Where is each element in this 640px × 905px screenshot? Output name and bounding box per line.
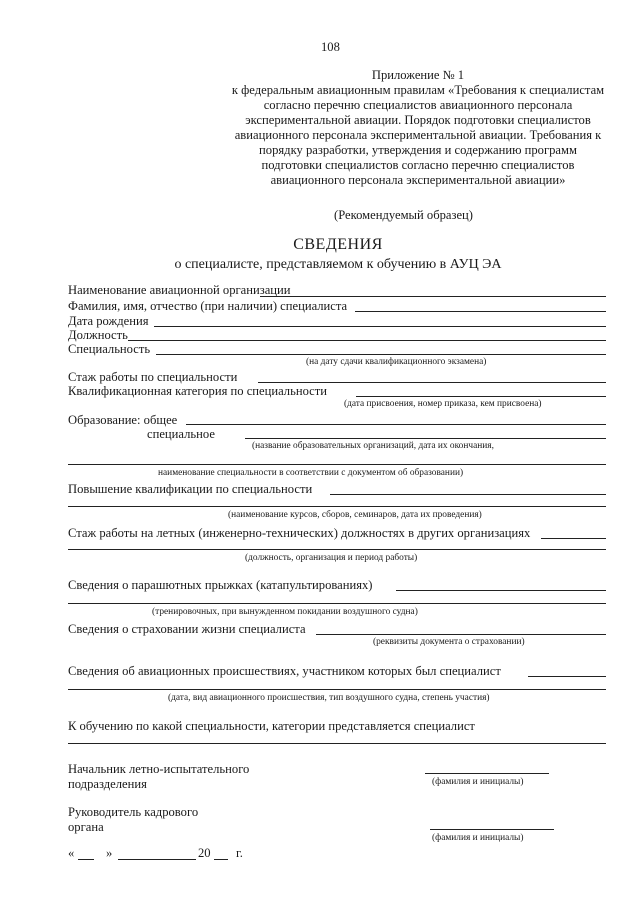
field-line-org-name[interactable] xyxy=(260,296,606,297)
field-hint-insurance: (реквизиты документа о страховании) xyxy=(373,637,525,647)
field-hint-education-2: наименование специальности в соответствии с документом об образовании) xyxy=(158,468,464,478)
field-line-birth-date[interactable] xyxy=(154,326,606,327)
field-line-education-extra[interactable] xyxy=(68,464,606,465)
field-label-incidents: Сведения об авиационных происшествиях, участником которых был специалист xyxy=(68,664,501,678)
signature-hr-line[interactable] xyxy=(430,829,554,830)
field-hint-advanced-training: (наименование курсов, сборов, семинаров, дата их проведения) xyxy=(228,510,482,520)
signature-hr-title-1: Руководитель кадрового xyxy=(68,805,199,819)
field-label-qualification: Квалификационная категория по специальности xyxy=(68,384,328,398)
field-line-training-for[interactable] xyxy=(68,743,606,744)
field-label-advanced-training: Повышение квалификации по специальности xyxy=(68,482,313,496)
field-line-incidents-2[interactable] xyxy=(68,689,606,690)
annex-line: экспериментальной авиации. Порядок подготовки специалистов xyxy=(245,113,591,127)
field-label-specialty: Специальность xyxy=(68,342,151,356)
field-label-education-general: Образование: общее xyxy=(68,413,178,427)
field-line-flight-experience[interactable] xyxy=(541,538,606,539)
date-month-line[interactable] xyxy=(118,859,196,860)
page-number: 108 xyxy=(321,40,340,54)
date-year-prefix: 20 xyxy=(198,846,211,860)
field-line-parachute-2[interactable] xyxy=(68,603,606,604)
annex-line: авиационного персонала экспериментальной авиации» xyxy=(270,173,566,187)
field-line-advanced-training-2[interactable] xyxy=(68,506,606,507)
annex-line: подготовки специалистов согласно перечню специалистов xyxy=(261,158,575,172)
signature-chief-line[interactable] xyxy=(425,773,549,774)
date-open-quote: « xyxy=(68,846,75,860)
annex-line: авиационного персонала экспериментальной авиации. Требования к xyxy=(234,128,602,142)
field-hint-education: (название образовательных организаций, дата их окончания, xyxy=(252,441,494,451)
field-label-org-name: Наименование авиационной организации xyxy=(68,283,291,297)
field-label-birth-date: Дата рождения xyxy=(68,314,149,328)
field-line-specialty[interactable] xyxy=(156,354,606,355)
field-label-experience: Стаж работы по специальности xyxy=(68,370,238,384)
field-hint-incidents: (дата, вид авиационного происшествия, тип воздушного судна, степень участия) xyxy=(168,693,490,703)
field-label-flight-experience: Стаж работы на летных (инженерно-технических) должностях в других организациях xyxy=(68,526,531,540)
field-line-experience[interactable] xyxy=(258,382,606,383)
signature-hr-hint: (фамилия и инициалы) xyxy=(432,833,524,843)
field-label-position: Должность xyxy=(68,328,128,342)
field-line-education-general[interactable] xyxy=(186,424,606,425)
date-year-suffix: г. xyxy=(236,846,243,860)
annex-line: к федеральным авиационным правилам «Требования к специалистам xyxy=(231,83,605,97)
field-line-insurance[interactable] xyxy=(316,634,606,635)
field-line-education-special[interactable] xyxy=(245,438,606,439)
field-hint-parachute: (тренировочных, при вынужденном покидании воздушного судна) xyxy=(152,607,418,617)
field-label-education-special: специальное xyxy=(147,427,215,441)
field-hint-qualification: (дата присвоения, номер приказа, кем присвоена) xyxy=(344,399,542,409)
form-subtitle: о специалисте, представляемом к обучению в АУЦ ЭА xyxy=(174,257,502,272)
field-line-qualification[interactable] xyxy=(356,396,606,397)
date-year-line[interactable] xyxy=(214,859,228,860)
field-label-full-name: Фамилия, имя, отчество (при наличии) специалиста xyxy=(68,299,348,313)
sample-note: (Рекомендуемый образец) xyxy=(334,208,473,222)
annex-header xyxy=(222,68,614,198)
form-title: СВЕДЕНИЯ xyxy=(293,236,383,253)
field-line-full-name[interactable] xyxy=(355,311,606,312)
field-hint-flight-experience: (должность, организация и период работы) xyxy=(245,553,418,563)
field-line-flight-experience-2[interactable] xyxy=(68,549,606,550)
field-hint-specialty: (на дату сдачи квалификационного экзамена) xyxy=(306,357,487,367)
field-line-parachute[interactable] xyxy=(396,590,606,591)
field-label-parachute: Сведения о парашютных прыжках (катапультированиях) xyxy=(68,578,373,592)
field-line-advanced-training[interactable] xyxy=(330,494,606,495)
signature-chief-hint: (фамилия и инициалы) xyxy=(432,777,524,787)
date-day-line[interactable] xyxy=(78,859,94,860)
signature-chief-title-1: Начальник летно-испытательного xyxy=(68,762,250,776)
field-line-incidents[interactable] xyxy=(528,676,606,677)
annex-line: порядку разработки, утверждения и содержанию программ xyxy=(259,143,577,157)
signature-hr-title-2: органа xyxy=(68,820,104,834)
field-line-position[interactable] xyxy=(128,340,606,341)
signature-chief-title-2: подразделения xyxy=(68,777,147,791)
annex-line: Приложение № 1 xyxy=(371,68,465,82)
field-label-training-for: К обучению по какой специальности, категории представляется специалист xyxy=(68,719,475,733)
field-label-insurance: Сведения о страховании жизни специалиста xyxy=(68,622,306,636)
annex-line: согласно перечню специалистов авиационного персонала xyxy=(263,98,573,112)
date-close-quote: » xyxy=(106,846,113,860)
